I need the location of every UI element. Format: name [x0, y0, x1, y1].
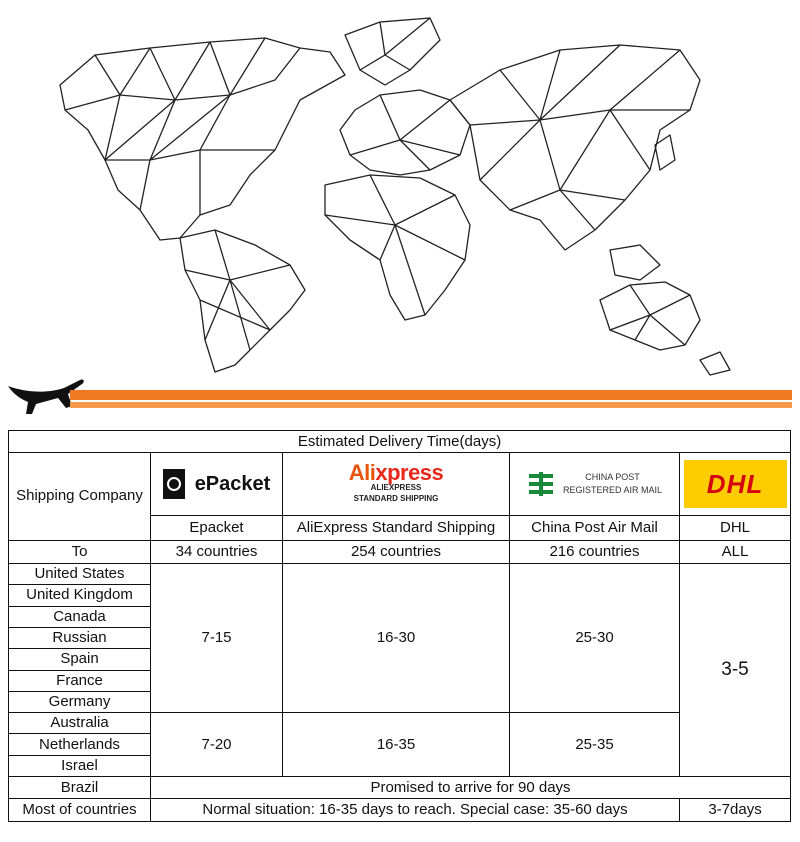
carrier-name-chinapost: China Post Air Mail: [510, 516, 680, 540]
brazil-label: Brazil: [9, 777, 151, 799]
coverage-chinapost: 216 countries: [510, 540, 680, 563]
dhl-time-most: 3-7days: [680, 799, 791, 822]
country-cell: France: [9, 670, 151, 691]
coverage-epacket: 34 countries: [151, 540, 283, 563]
ali-logo-sub1: ALIEXPRESS: [370, 483, 422, 493]
carrier-name-aliexpress: AliExpress Standard Shipping: [283, 516, 510, 540]
country-cell: Australia: [9, 713, 151, 734]
carrier-name-dhl: DHL: [680, 516, 791, 540]
country-cell: Germany: [9, 691, 151, 712]
brazil-promise: Promised to arrive for 90 days: [151, 777, 791, 799]
epacket-logo: [151, 453, 283, 516]
chinapost-time-group1: 25-30: [510, 563, 680, 712]
epacket-time-group1: 7-15: [151, 563, 283, 712]
country-cell: United States: [9, 563, 151, 584]
country-cell: Netherlands: [9, 734, 151, 755]
country-cell: Russian: [9, 627, 151, 648]
ali-logo-text-a: Ali: [348, 460, 376, 486]
country-cell: Israel: [9, 755, 151, 776]
china-post-icon: [527, 470, 555, 498]
dhl-logo-text: DHL: [706, 469, 764, 500]
coverage-aliexpress: 254 countries: [283, 540, 510, 563]
aliexpress-time-group1: 16-30: [283, 563, 510, 712]
aliexpress-time-group2: 16-35: [283, 713, 510, 777]
ali-logo-sub2: STANDARD SHIPPING: [353, 494, 439, 504]
orange-stripe-thin: [70, 402, 792, 408]
dhl-time-main: 3-5: [680, 563, 791, 776]
china-post-line1: CHINA POST: [585, 472, 640, 483]
epacket-globe-icon: [163, 469, 185, 499]
most-countries-note: Normal situation: 16-35 days to reach. Special case: 35-60 days: [151, 799, 680, 822]
world-map-illustration: [0, 0, 800, 380]
country-cell: United Kingdom: [9, 585, 151, 606]
dhl-logo: [680, 453, 791, 516]
china-post-logo: [510, 453, 680, 516]
to-label: To: [9, 540, 151, 563]
table-title: Estimated Delivery Time(days): [9, 431, 791, 453]
china-post-line2: REGISTERED AIR MAIL: [562, 485, 663, 496]
epacket-logo-text: ePacket: [194, 473, 271, 496]
orange-stripe: [70, 390, 792, 400]
chinapost-time-group2: 25-35: [510, 713, 680, 777]
epacket-time-group2: 7-20: [151, 713, 283, 777]
coverage-dhl: ALL: [680, 540, 791, 563]
ali-logo-text-b: xpress: [375, 460, 444, 486]
country-cell: Spain: [9, 649, 151, 670]
aliexpress-logo: [283, 453, 510, 516]
carrier-name-epacket: Epacket: [151, 516, 283, 540]
shipping-company-label: Shipping Company: [9, 453, 151, 540]
most-countries-label: Most of countries: [9, 799, 151, 822]
delivery-time-table: [8, 430, 791, 822]
country-cell: Canada: [9, 606, 151, 627]
